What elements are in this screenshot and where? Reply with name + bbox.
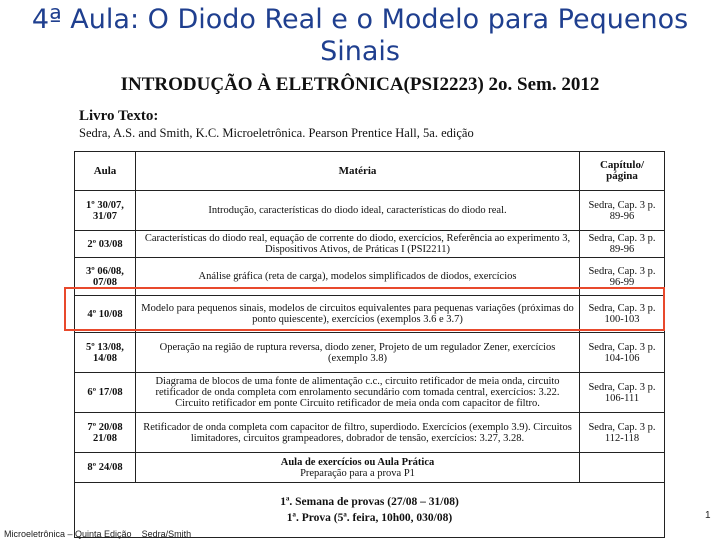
book-reference: Sedra, A.S. and Smith, K.C. Microeletrônica. Pearson Prentice Hall, 5a. edição <box>79 126 474 140</box>
row-materia: Modelo para pequenos sinais, modelos de circuitos equivalentes para pequenas variações (próximas do ponto quiescente), exercícios (exemplos 3.6 e 3.7) <box>136 296 580 333</box>
schedule-table <box>74 151 665 538</box>
table-row <box>75 191 665 231</box>
footer <box>4 529 191 539</box>
row-capitulo: Sedra, Cap. 3 p. 89-96 <box>580 191 665 231</box>
header-aula: Aula <box>75 152 136 191</box>
table-header-row <box>75 152 665 191</box>
table-row <box>75 413 665 453</box>
row-materia-bold: Aula de exercícios ou Aula Prática <box>280 456 435 468</box>
row-materia: Operação na região de ruptura reversa, diodo zener, Projeto de um regulador Zener, exercícios (exemplo 3.8) <box>136 333 580 373</box>
book-label: Livro Texto: <box>79 108 159 124</box>
row-capitulo: Sedra, Cap. 3 p. 112-118 <box>580 413 665 453</box>
row-aula: 8º 24/08 <box>75 453 136 483</box>
header-capitulo: Capítulo/ página <box>580 152 665 191</box>
row-capitulo: Sedra, Cap. 3 p. 104-106 <box>580 333 665 373</box>
row-materia: Características do diodo real, equação de corrente do diodo, exercícios, Referência ao experimento 3, Dispositivos Ativos, de Práticas I (PSI2211) <box>136 231 580 258</box>
row-materia: Introdução, características do diodo ideal, características do diodo real. <box>136 191 580 231</box>
footer-authors: Sedra/Smith <box>141 529 192 539</box>
row-aula: 6º 17/08 <box>75 373 136 413</box>
table-row <box>75 453 665 483</box>
course-header: INTRODUÇÃO À ELETRÔNICA(PSI2223) 2o. Sem. 2012 <box>120 74 600 95</box>
row-materia-sub: Preparação para a prova P1 <box>300 467 415 479</box>
page-number: 1 <box>705 510 711 521</box>
table-row <box>75 333 665 373</box>
row-aula: 5º 13/08, 14/08 <box>75 333 136 373</box>
table-row <box>75 373 665 413</box>
exam-week-line: 1ª. Semana de provas (27/08 – 31/08) <box>280 496 459 509</box>
row-aula: 1º 30/07, 31/07 <box>75 191 136 231</box>
row-aula: 3º 06/08, 07/08 <box>75 258 136 296</box>
row-aula: 7º 20/08 21/08 <box>75 413 136 453</box>
row-capitulo: Sedra, Cap. 3 p. 96-99 <box>580 258 665 296</box>
footer-book-title: Microeletrônica – Quinta Edição <box>4 529 132 539</box>
row-materia: Diagrama de blocos de uma fonte de alimentação c.c., circuito retificador de meia onda, circuito retificador de onda completa com enrolamento secundário com tomada central, exercícios: 3.22. Circuito retificador em ponte Circuito retificador de meia onda com capacitor de filtro. <box>136 373 580 413</box>
slide-title: 4ª Aula: O Diodo Real e o Modelo para Pequenos Sinais <box>31 4 689 67</box>
table-row <box>75 231 665 258</box>
row-aula: 4º 10/08 <box>75 296 136 333</box>
highlight-box <box>64 287 665 331</box>
row-capitulo <box>580 453 665 483</box>
exam-date-line: 1ª. Prova (5ª. feira, 10h00, 030/08) <box>286 512 453 525</box>
row-aula: 2º 03/08 <box>75 231 136 258</box>
row-materia: Retificador de onda completa com capacitor de filtro, superdiodo. Exercícios (exemplo 3.9). Circuitos limitadores, circuitos grampeadores, dobrador de tensão, exercícios: 3.27, 3.28. <box>136 413 580 453</box>
header-materia: Matéria <box>136 152 580 191</box>
row-capitulo: Sedra, Cap. 3 p. 100-103 <box>580 296 665 333</box>
row-materia: Análise gráfica (reta de carga), modelos simplificados de diodos, exercícios <box>136 258 580 296</box>
row-capitulo: Sedra, Cap. 3 p. 89-96 <box>580 231 665 258</box>
row-capitulo: Sedra, Cap. 3 p. 106-111 <box>580 373 665 413</box>
row-materia <box>136 453 580 483</box>
